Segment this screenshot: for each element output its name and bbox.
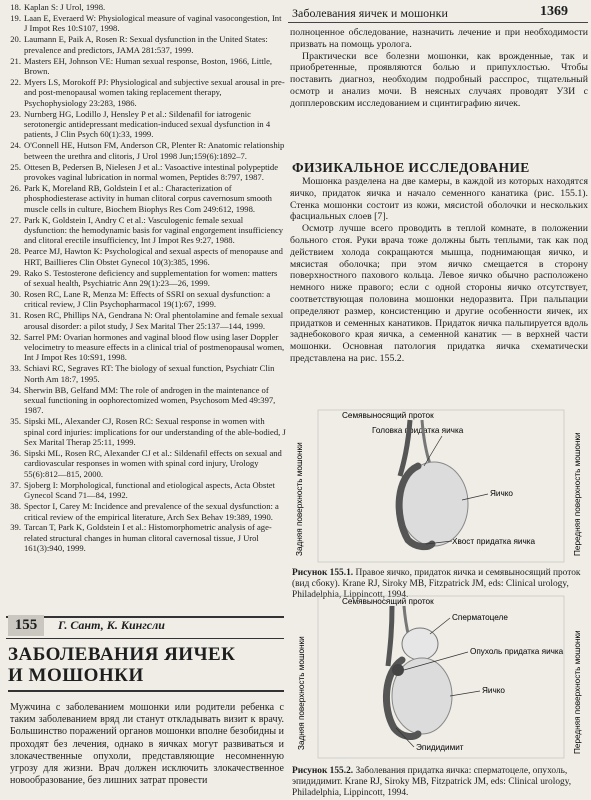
reference-text: Sherwin BB, Gelfand MM: The role of androgen in the maintenance of sexual functioning in oophorectomized women, Psychosom Med 49:397, 1987. [24,384,276,416]
label-posterior: Задняя поверхность мошонки [297,636,306,750]
reference-text: Rosen RC, Lane R, Menza M: Effects of SSRI on sexual dysfunction: a critical review, J Clin Psychopharmacol 19(1):67, 1999. [24,288,271,310]
label-epididymis-tail: Хвост придатка яичка [452,537,536,546]
label-vas-deferens: Семявыносящий проток [342,411,434,420]
section-body [290,176,588,365]
label-epididymitis: Эпидидимит [416,743,464,752]
reference-number: 35. [10,416,21,427]
page-number: 1369 [540,4,568,19]
reference-text: Myers LS, Morokoff PJ: Physiological and subjective sexual arousal in pre- and post-menopausal women taking replacement therapy, Psychophysiology 23:283, 1986. [24,76,285,108]
reference-number: 30. [10,288,21,299]
reference-item [4,501,286,522]
reference-text: Spector I, Carey M: Incidence and prevalence of the sexual dysfunction: a critical review of the empirical literature, Arch Sex Behav 19:389, 1990. [24,501,279,522]
figure-155-2-drawing [292,592,588,762]
figure-155-1-drawing [292,406,588,566]
label-spermatocele: Сперматоцеле [452,613,508,622]
reference-text: Sipski ML, Rosen RC, Alexander CJ et al.: Sildenafil effects on sexual and cardiovascular responses in women with spinal cord injury, Urology 55(6):812—815, 2000. [24,448,282,479]
chapter-intro-paragraph: Мужчина с заболеванием мошонки или родители ребенка с таким заболеванием вряд ли станут откладывать визит к врачу. Большинство поражений органов мошонки вполне безобидны и проходят без лечения, однако в яичках могут развиваться и злокачественные опухоли, представляющие несомненную угрозу для жизни. Врач должен исключить злокачественное новообразование, без лишних затрат провести [10,702,284,787]
reference-item [4,363,286,384]
figure-155-2-caption [292,766,588,799]
header-rule [288,22,588,23]
reference-number: 37. [10,479,21,490]
reference-item [4,268,286,289]
reference-item [4,183,286,214]
reference-text: Tarcan T, Park K, Goldstein I et al.: Histomorphometric analysis of age-related structural changes in human clitoral cavernosal tissue, J Urol 161(3):940, 1999. [24,522,272,554]
reference-item [4,2,286,12]
reference-item [4,215,286,246]
reference-text: Pearce MJ, Hawton K: Psychological and sexual aspects of menopause and HRT, Baillieres Clin Obstet Gynecol 10(3):385, 1996. [24,246,283,267]
paragraph: полноценное обследование, назначить лечение и при необходимости призвать на помощь уролога. [290,27,588,50]
section-heading: ФИЗИКАЛЬНОЕ ИССЛЕДОВАНИЕ [292,160,530,175]
label-testis: Яичко [482,686,505,695]
reference-item [4,416,286,447]
reference-number: 33. [10,363,21,374]
reference-number: 18. [10,2,21,12]
reference-item [4,162,286,183]
chapter-rule [8,690,284,692]
reference-number: 31. [10,310,21,321]
label-epididymis-head: Головка придатка яичка [372,426,464,435]
reference-number: 29. [10,267,21,278]
figure-155-2 [292,592,588,767]
tumor-shape [392,664,404,676]
reference-number: 28. [10,246,21,257]
vas-deferens-shape [388,606,392,666]
reference-text: Nurnberg HG, Lodillo J, Hensley P et al.: Sildenafil for iatrogenic serotonergic antidepressant medication-induced sexual dysfunction in 4 patients, J Clin Psych 60(1):33, 1999. [24,108,271,140]
chapter-authors: Г. Сант, К. Кингсли [58,618,165,632]
reference-text: Sipski ML, Alexander CJ, Rosen RC: Sexual response in women with spinal cord injuries: implications for our understanding of the able-bodied, J Sex Marital Therap 25:11, 1999. [24,416,286,448]
reference-text: Rosen RC, Phillips NA, Gendrana N: Oral phentolamine and female sexual arousal disorder: a pilot study, J Sex Marital Ther 25:137—144, 1999. [24,310,284,331]
reference-number: 34. [10,384,21,395]
label-vas-deferens: Семявыносящий проток [342,597,434,606]
reference-number: 23. [10,108,21,119]
paragraph: Практически все болезни мошонки, как врожденные, так и приобретенные, проявляются болью и припухлостью. Чтобы поставить диагноз, необходим подробный расспрос, тщательный осмотр и анализ мочи. В неясных случаях проводят УЗИ с допплеровским исследованием и сцинтиграфию яичек. [290,50,588,109]
reference-number: 22. [10,76,21,87]
reference-number: 26. [10,182,21,193]
label-anterior: Передняя поверхность мошонки [573,630,582,754]
reference-item [4,332,286,363]
reference-list [4,2,286,554]
right-column-text [290,27,588,110]
reference-text: Laan E, Everaerd W: Physiological measure of vaginal vasocongestion, Int J Impot Res 10:S107, 1998. [24,12,282,34]
reference-number: 27. [10,214,21,225]
reference-number: 20. [10,34,21,45]
reference-number: 21. [10,55,21,66]
caption-label: Рисунок 155.2. [292,766,354,776]
reference-item [4,480,286,501]
reference-number: 24. [10,140,21,151]
reference-number: 39. [10,522,21,533]
reference-text: Sjoberg I: Morphological, functional and etiological aspects, Acta Obstet Gynecol Scand 71—84, 1992. [24,479,275,501]
paragraph: Мошонка разделена на две камеры, в каждой из которых находятся яичко, придаток яичка и начало семенного канатика (рис. 155.1). Стенка мошонки состоит из кожи, мясистой оболочки и нескольких фасциальных слоев [7]. [290,176,588,223]
reference-text: Rako S. Testosterone deficiency and supplementation for women: matters of sexual health, Psychiatric Ann 29(1):23—26, 1999. [24,267,278,289]
chapter-title-line-1: ЗАБОЛЕВАНИЯ ЯИЧЕК [8,644,236,665]
reference-item [4,34,286,55]
running-header-title: Заболевания яичек и мошонки [292,6,448,20]
reference-item [4,13,286,34]
reference-number: 25. [10,161,21,172]
reference-text: Masters EH, Johnson VE: Human sexual response, Boston, 1966, Little, Brown. [24,55,273,76]
leader-line [430,618,450,634]
reference-number: 19. [10,12,21,23]
chapter-title-line-2: И МОШОНКИ [8,665,144,686]
reference-text: Park K, Moreland RB, Goldstein I et al.: Characterization of phosphodiesterase activity in human clitoral corpus cavernosum smooth muscle cells in culture, Biochem Biophys Res Com 249:612, 1998. [24,182,272,214]
reference-item [4,109,286,140]
leader-line [450,691,480,696]
label-tumor: Опухоль придатка яичка [470,647,564,656]
reference-number: 32. [10,331,21,342]
reference-number: 36. [10,448,21,459]
reference-item [4,77,286,108]
reference-item [4,448,286,479]
reference-item [4,385,286,416]
reference-item [4,246,286,267]
reference-item [4,310,286,331]
reference-text: Ottesen B, Pedersen B, Nielesen J et al.: Vasoactive intestinal polypeptide provokes vaginal lubrication in normal women, Peptides 8:797, 1987. [24,161,279,182]
reference-text: Sarrel PM: Ovarian hormones and vaginal blood flow using laser Doppler velocimetry to measure effects in a clinical trial of postmenopausal women, Int J Impot Res 10:S91, 1998. [24,331,285,363]
caption-text: Правое яичко, придаток яичка и семявыносящий проток (вид сбоку). Krane RJ, Siroky MB, Fitzpatrick JM, eds: Clinical urology, Philadelphia, Lippincott, 1994. [292,568,581,600]
spermatocele-shape [402,628,438,660]
reference-text: Park K, Goldstein I, Andry C et al.: Vasculogenic female sexual dysfunction: the hemodynamic basis for vaginal engorgement insufficiency and clitoral erectile insufficiency, Int J Impot Res 9:27, 1988. [24,214,284,246]
reference-item [4,56,286,77]
reference-item [4,289,286,310]
figure-155-1 [292,406,588,571]
chapter-number: 155 [8,615,44,636]
label-anterior: Передняя поверхность мошонки [573,432,582,556]
chapter-title [8,644,235,686]
paragraph: Осмотр лучше всего проводить в теплой комнате, в положении больного стоя. Руки врача тоже должны быть теплыми, так как под действием холода сокращаются мышца, поднимающая яичко, и мясистая оболочка; при этом яичко смещается в сторону поверхностного пахового кольца. Левое яичко обычно расположено немного ниже правого; если с одной стороны яичко отсутствует, соответствующая половина мошонки недоразвита. При пальпации определяют размер, консистенцию и другие особенности яичек, их придатков и семенных канатиков. Придаток яичка пальпируется вдоль заднебокового края яичка, а семенной канатик — в верхней части мошонки. Основная патология придатка яичка схематически представлена на рис. 155.2. [290,223,588,364]
reference-text: O'Connell HE, Hutson FM, Anderson CR, Plenter R: Anatomic relationship between the urethra and clitoris, J Urol 1998 Jun;159(6):1892–7. [24,140,285,161]
reference-text: Laumann E, Paik A, Rosen R: Sexual dysfunction in the United States: prevalence and predictors, JAMA 281:537, 1999. [24,34,268,55]
label-posterior: Задняя поверхность мошонки [295,442,304,556]
reference-text: Kaplan S: J Urol, 1998. [24,2,106,12]
label-testis: Яичко [490,489,513,498]
reference-item [4,522,286,553]
reference-number: 38. [10,501,21,512]
caption-label: Рисунок 155.1. [292,568,354,578]
caption-text: Заболевания придатка яичка: сперматоцеле, опухоль, эпидидимит. Krane RJ, Siroky MB, Fitzpatrick JM, eds: Clinical urology, Philadelphia, Lippincott, 1994. [292,766,572,798]
reference-text: Schiavi RC, Segraves RT: The biology of sexual function, Psychiatr Clin North Am 18:7, 1995. [24,363,275,384]
reference-item [4,140,286,161]
